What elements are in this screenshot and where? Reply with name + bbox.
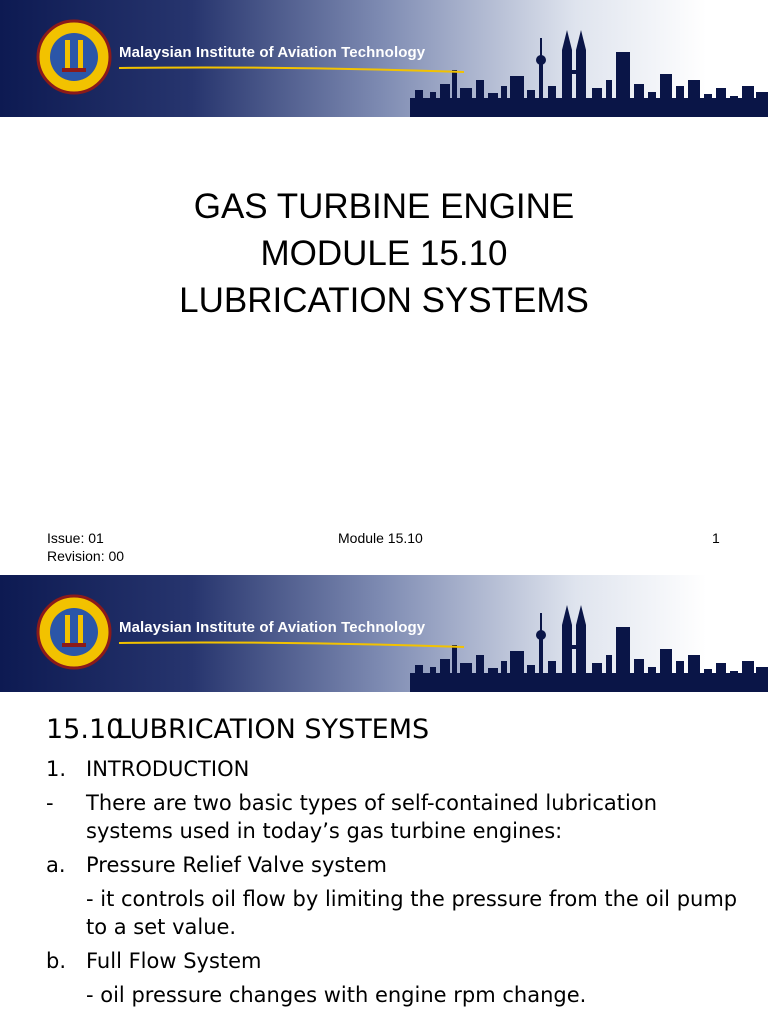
list-text: Full Flow System [86,949,262,973]
title-line-2: MODULE 15.10 [260,234,508,273]
institute-name: Malaysian Institute of Aviation Technology [119,44,426,61]
list-item [46,851,746,879]
title-line-3: LUBRICATION SYSTEMS [179,281,589,320]
list-text: INTRODUCTION [86,757,250,781]
slide-title [0,183,768,324]
list-text: Pressure Relief Valve system [86,853,387,877]
list-item [46,789,746,845]
content-list [46,755,746,1009]
section-heading [46,714,429,745]
header-banner [0,575,768,692]
footer-issue: Issue: 01 [47,530,104,546]
header-underline [119,64,469,74]
footer-revision: Revision: 00 [47,548,125,564]
list-text: - it controls oil flow by limiting the pressure from the oil pump to a set value. [86,887,738,939]
footer-module: Module 15.10 [338,530,423,546]
list-marker: 1. [46,757,67,781]
slide-2 [0,575,768,1024]
footer-issue-block [47,529,124,565]
title-line-1: GAS TURBINE ENGINE [193,187,575,226]
header-banner [0,0,768,117]
section-number: 15.10 [46,714,124,745]
footer-page-number: 1 [712,530,720,546]
list-text: There are two basic types of self-contained lubrication systems used in today’s gas turbine engines: [86,791,658,843]
section-title: LUBRICATION SYSTEMS [116,714,430,745]
unikl-logo [36,587,112,677]
list-item [46,947,746,975]
unikl-logo [36,12,112,102]
list-item [46,885,746,941]
institute-name: Malaysian Institute of Aviation Technology [119,619,426,636]
list-marker: a. [46,853,66,877]
header-underline [119,639,469,649]
list-item [46,755,746,783]
list-text: - oil pressure changes with engine rpm change. [86,983,587,1007]
list-marker: - [46,791,54,815]
list-marker: b. [46,949,67,973]
list-item [46,981,746,1009]
